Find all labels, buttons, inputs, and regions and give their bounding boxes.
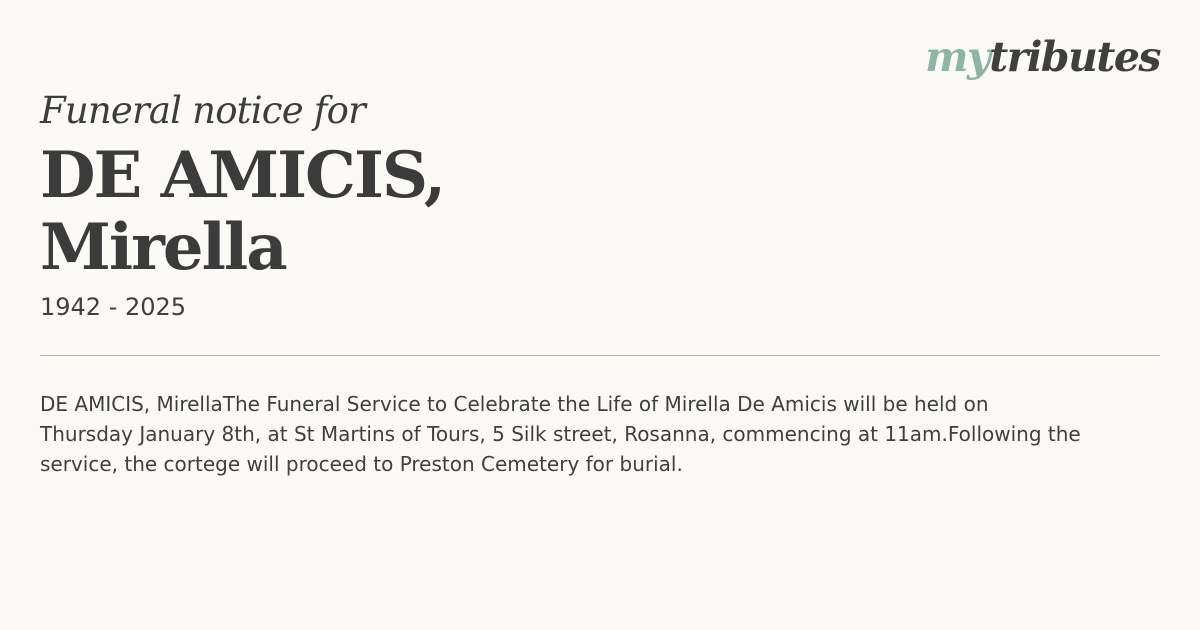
notice-body: DE AMICIS, MirellaThe Funeral Service to Celebrate the Life of Mirella De Amicis will be held on Thursday January 8th, at St Martins of Tours, 5 Silk street, Rosanna, commencing at 11am.Following the service, the cortege will proceed to Preston Cemetery for burial. [40, 392, 1081, 476]
section-divider [40, 355, 1160, 356]
logo-tributes-text: tributes [989, 33, 1160, 81]
deceased-given-name: Mirella [40, 210, 286, 285]
notice-kicker: Funeral notice for [40, 89, 366, 132]
mytributes-logo[interactable] [925, 32, 1160, 82]
logo-my-text: my [925, 33, 990, 81]
deceased-surname: DE AMICIS, [40, 138, 445, 213]
deceased-name [40, 140, 1160, 284]
life-years: 1942 - 2025 [40, 293, 187, 321]
